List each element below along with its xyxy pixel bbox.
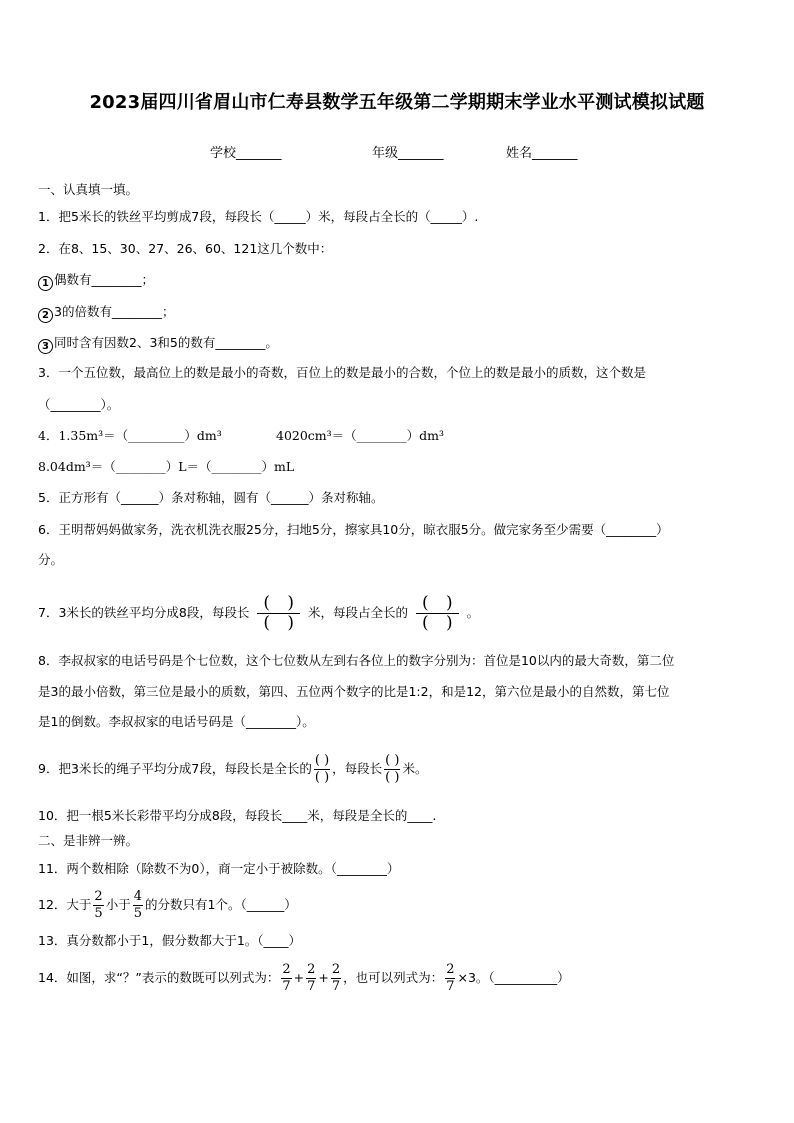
numerator: 2 — [94, 889, 103, 904]
question-8-line-3: 是1的倒数。李叔叔家的电话号码是（________）。 — [38, 714, 315, 729]
numerator: 4 — [133, 889, 142, 904]
question-2: 2．在8、15、30、27、26、60、121这几个数中： — [38, 241, 333, 256]
plus-sign: + — [293, 970, 305, 985]
denominator-blank: ( ) — [385, 770, 400, 785]
question-4-part-2: 4020cm³＝（________）dm³ — [276, 428, 445, 443]
question-12-text-1: 12．大于 — [38, 897, 92, 912]
question-14 — [38, 958, 570, 998]
question-4-part-1: 4．1.35m³＝（_________）dm³ — [38, 428, 222, 443]
question-9-text-3: 米。 — [402, 761, 428, 776]
fraction-2-7 — [306, 962, 316, 995]
plus-sign: + — [318, 970, 329, 985]
question-9-text-2: ，每段长 — [332, 761, 383, 776]
question-3-line-2: （________）。 — [38, 397, 120, 412]
exam-title: 2023届四川省眉山市仁寿县数学五年级第二学期期末学业水平测试模拟试题 — [89, 92, 705, 113]
question-1: 1．把5米长的铁丝平均剪成7段，每段长（_____）米，每段占全长的（_____）. — [38, 209, 479, 224]
numerator-blank: ( ) — [422, 593, 459, 613]
denominator: 5 — [133, 906, 142, 921]
question-3-line-1: 3．一个五位数，最高位上的数是最小的奇数，百位上的数是最小的合数，个位上的数是最小的质数，这个数是 — [38, 365, 646, 380]
question-8-line-2: 是3的最小倍数，第三位是最小的质数，第四、五位两个数字的比是1:2，和是12，第六位是最小的自然数，第七位 — [38, 684, 670, 699]
question-4-part-3: 8.04dm³＝（________）L＝（________）mL — [38, 459, 295, 474]
numerator: 2 — [282, 962, 291, 977]
grade-field: 年级_______ — [372, 146, 444, 161]
denominator: 7 — [446, 979, 455, 994]
fraction-blank — [384, 753, 400, 786]
fraction-2-5 — [93, 889, 103, 922]
denominator: 7 — [307, 979, 316, 994]
denominator: 7 — [331, 979, 341, 994]
fraction-blank — [416, 594, 459, 633]
question-2a-text: 偶数有________； — [54, 272, 155, 287]
question-10: 10．把一根5米长彩带平均分成8段，每段长____米，每段是全长的____. — [38, 808, 437, 823]
question-7 — [38, 591, 479, 635]
question-9-text-1: 9．把3米长的绳子平均分成7段，每段长是全长的 — [38, 761, 312, 776]
fraction-blank — [257, 594, 300, 633]
question-7-text-3: 。 — [466, 605, 480, 620]
question-14-text-1: 14．如图，求“？”表示的数既可以列式为： — [38, 970, 280, 985]
fraction-4-5 — [133, 889, 143, 922]
section-2-heading: 二、是非辨一辨。 — [38, 833, 139, 848]
fraction-2-7 — [331, 962, 341, 995]
numerator-blank: ( ) — [385, 753, 400, 768]
question-8-line-1: 8．李叔叔家的电话号码是个七位数，这个七位数从左到右各位上的数字分别为：首位是10以内的最大奇数，第二位 — [38, 653, 675, 668]
denominator: 5 — [94, 906, 103, 921]
numerator-blank: ( ) — [314, 753, 330, 768]
fraction-blank — [314, 753, 330, 786]
question-7-text-2: 米，每段占全长的 — [308, 605, 409, 620]
question-14-text-2: ，也可以列式为： — [343, 970, 444, 985]
denominator-blank: ( ) — [314, 770, 330, 785]
question-14-text-3: ×3。（__________） — [457, 970, 570, 985]
question-2b-text: 3的倍数有________； — [54, 304, 175, 319]
question-12 — [38, 885, 297, 925]
question-12-text-3: 的分数只有1个。（______） — [144, 897, 297, 912]
question-12-text-2: 小于 — [105, 897, 131, 912]
question-11: 11．两个数相除（除数不为0），商一定小于被除数。（________） — [38, 861, 400, 876]
circled-number-2: 2 — [38, 308, 53, 323]
question-13: 13．真分数都小于1，假分数都大于1。（____） — [38, 933, 302, 948]
numerator-blank: ( ) — [263, 593, 301, 613]
question-2a — [38, 271, 154, 291]
denominator: 7 — [282, 979, 291, 994]
question-9 — [38, 747, 427, 791]
question-6-line-2: 分。 — [38, 552, 64, 567]
fraction-2-7 — [445, 962, 455, 995]
denominator-blank: ( ) — [422, 613, 459, 633]
question-2c — [38, 334, 278, 354]
numerator: 2 — [307, 962, 316, 977]
fraction-2-7 — [281, 962, 291, 995]
numerator: 2 — [331, 962, 341, 977]
circled-number-3: 3 — [38, 339, 53, 354]
question-2c-text: 同时含有因数2、3和5的数有________。 — [54, 335, 278, 350]
denominator-blank: ( ) — [263, 613, 301, 633]
section-1-heading: 一、认真填一填。 — [38, 182, 139, 197]
school-field: 学校_______ — [210, 146, 282, 161]
circled-number-1: 1 — [38, 276, 53, 291]
question-5: 5．正方形有（______）条对称轴，圆有（______）条对称轴。 — [38, 490, 384, 505]
question-2b — [38, 303, 174, 323]
question-7-text-1: 7．3米长的铁丝平均分成8段，每段长 — [38, 605, 250, 620]
numerator: 2 — [446, 962, 455, 977]
name-field: 姓名_______ — [506, 146, 578, 161]
question-6-line-1: 6．王明帮妈妈做家务，洗衣机洗衣服25分，扫地5分，擦家具10分，晾衣服5分。做完家务至少需要（________） — [38, 522, 669, 537]
